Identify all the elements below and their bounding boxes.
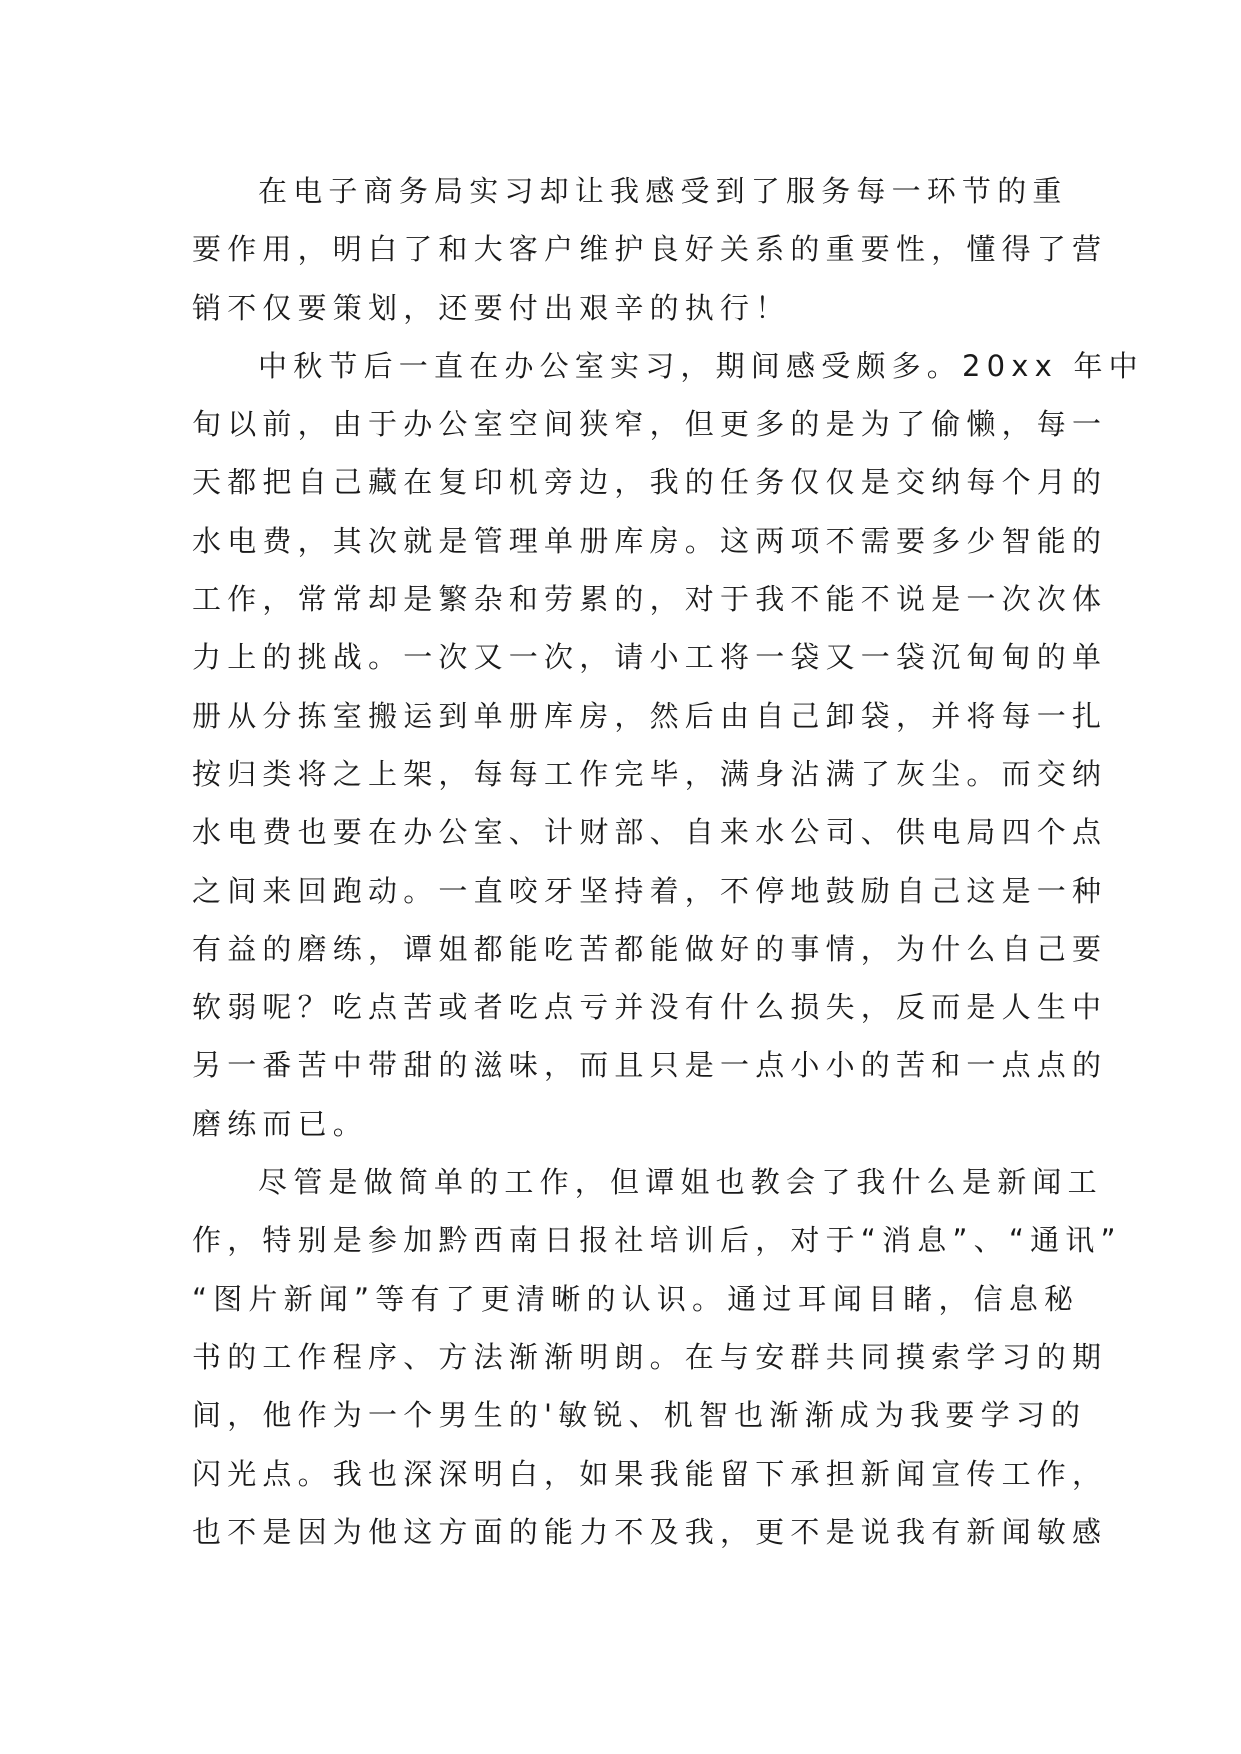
text-line: 间，他作为一个男生的'敏锐、机智也渐渐成为我要学习的 xyxy=(192,1398,1087,1433)
text-line: 要作用，明白了和大客户维护良好关系的重要性，懂得了营 xyxy=(192,232,1108,267)
text-line: 工作，常常却是繁杂和劳累的，对于我不能不说是一次次体 xyxy=(192,582,1108,617)
paragraph-3 xyxy=(192,1153,1122,1561)
text-line: 销不仅要策划，还要付出艰辛的执行！ xyxy=(192,290,791,325)
text-line: 另一番苦中带甜的滋味，而且只是一点小小的苦和一点点的 xyxy=(192,1048,1108,1083)
text-line: 有益的磨练，谭姐都能吃苦都能做好的事情，为什么自己要 xyxy=(192,931,1108,966)
text-line: 旬以前，由于办公室空间狭窄，但更多的是为了偷懒，每一 xyxy=(192,407,1108,442)
paragraph-2 xyxy=(192,337,1144,1153)
paragraph-1 xyxy=(192,162,1108,337)
text-line: 水电费也要在办公室、计财部、自来水公司、供电局四个点 xyxy=(192,815,1108,850)
text-line: 天都把自己藏在复印机旁边，我的任务仅仅是交纳每个月的 xyxy=(192,465,1108,500)
text-line: 磨练而已。 xyxy=(192,1106,369,1141)
text-line: 在电子商务局实习却让我感受到了服务每一环节的重 xyxy=(258,174,1068,208)
text-line: “图片新闻”等有了更清晰的认识。通过耳闻目睹，信息秘 xyxy=(192,1281,1080,1316)
text-line: 按归类将之上架，每每工作完毕，满身沾满了灰尘。而交纳 xyxy=(192,756,1108,791)
document-body xyxy=(192,162,1144,1561)
text-line: 尽管是做简单的工作，但谭姐也教会了我什么是新闻工 xyxy=(258,1165,1103,1200)
text-line: 水电费，其次就是管理单册库房。这两项不需要多少智能的 xyxy=(192,523,1108,558)
text-line: 书的工作程序、方法渐渐明朗。在与安群共同摸索学习的期 xyxy=(192,1339,1108,1374)
text-line: 中秋节后一直在办公室实习，期间感受颇多。20xx 年中 xyxy=(258,348,1144,383)
text-line: 也不是因为他这方面的能力不及我，更不是说我有新闻敏感 xyxy=(192,1514,1108,1549)
text-line: 力上的挑战。一次又一次，请小工将一袋又一袋沉甸甸的单 xyxy=(192,640,1108,675)
text-line: 软弱呢？吃点苦或者吃点亏并没有什么损失，反而是人生中 xyxy=(192,990,1108,1025)
text-line: 册从分拣室搬运到单册库房，然后由自己卸袋，并将每一扎 xyxy=(192,698,1108,733)
text-line: 闪光点。我也深深明白，如果我能留下承担新闻宣传工作， xyxy=(192,1456,1108,1491)
text-line: 作，特别是参加黔西南日报社培训后，对于“消息”、“通讯” xyxy=(192,1223,1122,1258)
text-line: 之间来回跑动。一直咬牙坚持着，不停地鼓励自己这是一种 xyxy=(192,873,1108,908)
